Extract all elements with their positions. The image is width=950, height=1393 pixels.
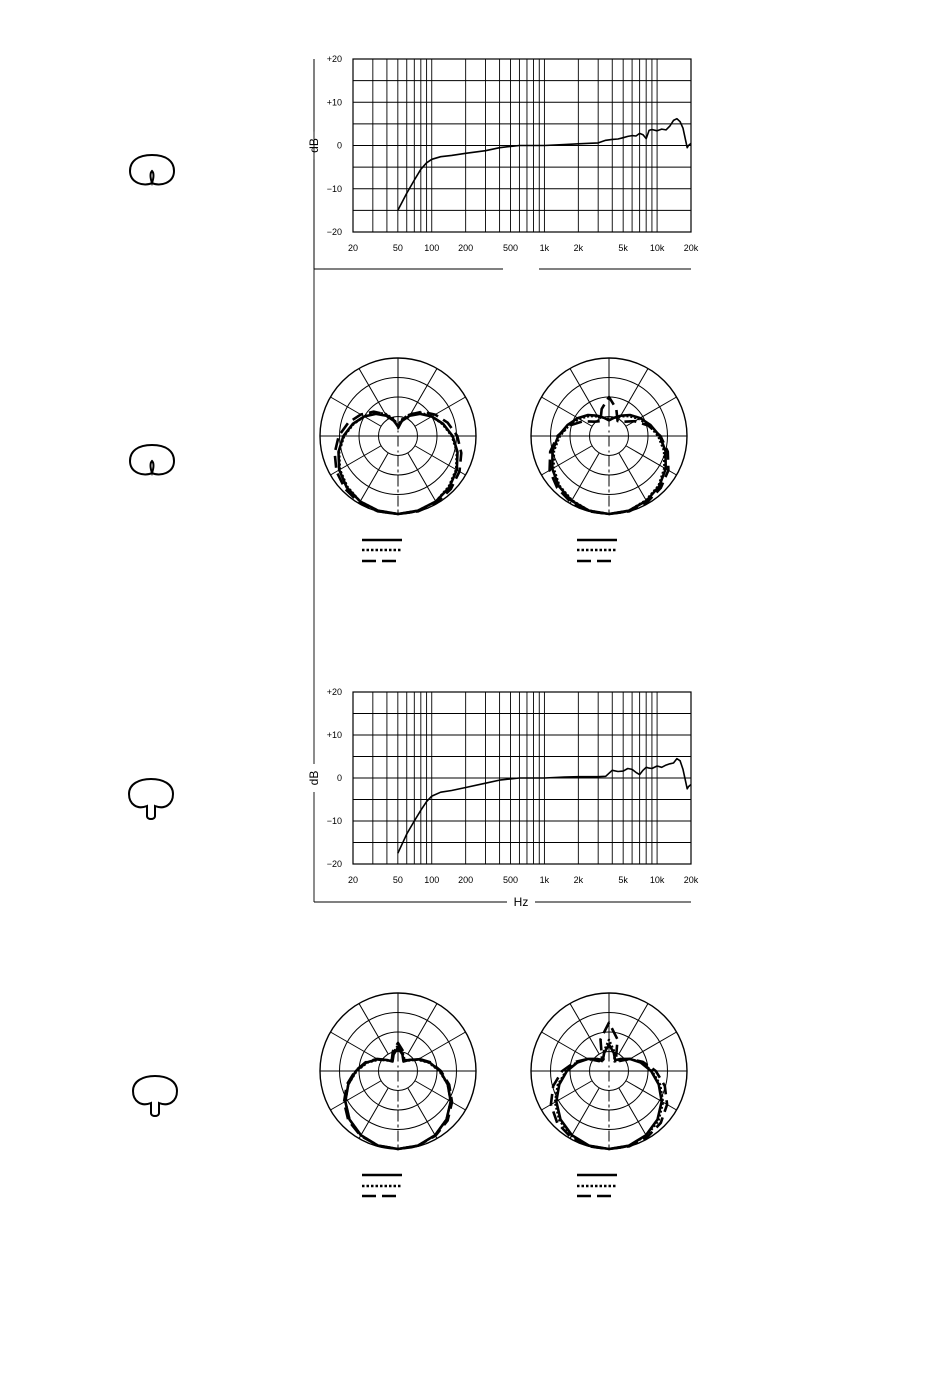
polar-spoke [619, 453, 648, 504]
x-tick-label: 1k [539, 243, 550, 253]
y-tick-label: −20 [326, 227, 342, 237]
x-tick-label: 2k [573, 243, 584, 253]
y-tick-label: −10 [326, 816, 342, 826]
x-tick-label: 5k [618, 875, 628, 885]
polar-legend-3 [362, 1175, 402, 1196]
polar-spoke [619, 368, 648, 419]
polar-pattern-chart-4 [531, 993, 687, 1149]
polar-spoke [541, 397, 592, 426]
y-axis-label: dB [307, 138, 321, 153]
supercardioid-icon [133, 1076, 177, 1116]
polar-spoke [415, 1081, 466, 1110]
polar-spoke [359, 453, 388, 504]
polar-spoke [359, 1088, 388, 1139]
x-tick-label: 20 [347, 243, 359, 253]
polar-spoke [330, 1081, 381, 1110]
polar-spoke [570, 1088, 599, 1139]
y-tick-label: −20 [326, 859, 342, 869]
cardioid-icon [130, 155, 174, 185]
x-tick-label: 2k [573, 875, 584, 885]
polar-pattern-chart-2 [531, 358, 687, 514]
x-tick-label: 20k [683, 243, 699, 253]
polar-pattern-chart-1 [320, 358, 476, 514]
x-axis-label: Hz [513, 895, 529, 909]
x-tick-label: 50 [392, 243, 403, 253]
polar-spoke [626, 1032, 677, 1061]
x-tick-label: 500 [502, 875, 519, 885]
x-tick-label: 200 [458, 243, 474, 253]
polar-spoke [626, 1081, 677, 1110]
y-tick-label: −10 [326, 183, 342, 194]
polar-spoke [408, 1088, 437, 1139]
polar-spoke [408, 1003, 437, 1054]
y-axis-label: dB [307, 770, 321, 786]
polar-spoke [359, 1003, 388, 1054]
x-tick-label: 100 [424, 243, 440, 253]
x-tick-label: 10k [649, 243, 665, 253]
cardioid-icon [130, 445, 174, 475]
x-tick-label: 20k [683, 875, 699, 885]
x-tick-label: 200 [458, 875, 474, 885]
supercardioid-icon [129, 779, 173, 819]
polar-spoke [541, 1032, 592, 1061]
polar-spoke [408, 368, 437, 419]
y-tick-label: +10 [326, 97, 342, 108]
x-tick-label: 10k [649, 875, 665, 885]
polar-legend-1 [362, 540, 402, 561]
x-tick-label: 1k [539, 875, 550, 885]
x-tick-label: 20 [347, 875, 359, 885]
polar-spoke [619, 1088, 648, 1139]
y-tick-label: +20 [326, 687, 342, 697]
polar-spoke [408, 453, 437, 504]
x-tick-label: 5k [618, 243, 628, 253]
x-tick-label: 50 [392, 875, 403, 885]
y-tick-label: 0 [336, 140, 342, 151]
x-tick-label: 100 [424, 875, 440, 885]
polar-spoke [570, 453, 599, 504]
polar-spoke [330, 1032, 381, 1061]
y-tick-label: +20 [326, 54, 342, 64]
polar-spoke [619, 1003, 648, 1054]
polar-spoke [570, 368, 599, 419]
polar-spoke [541, 1081, 592, 1110]
y-tick-label: +10 [326, 730, 342, 740]
polar-legend-2 [577, 540, 617, 561]
polar-spoke [570, 1003, 599, 1054]
frequency-response-chart-1 [307, 54, 699, 269]
polar-pattern-chart-3 [320, 993, 476, 1149]
polar-legend-4 [577, 1175, 617, 1196]
polar-spoke [415, 1032, 466, 1061]
x-tick-label: 500 [502, 243, 519, 253]
y-tick-label: 0 [336, 773, 342, 783]
